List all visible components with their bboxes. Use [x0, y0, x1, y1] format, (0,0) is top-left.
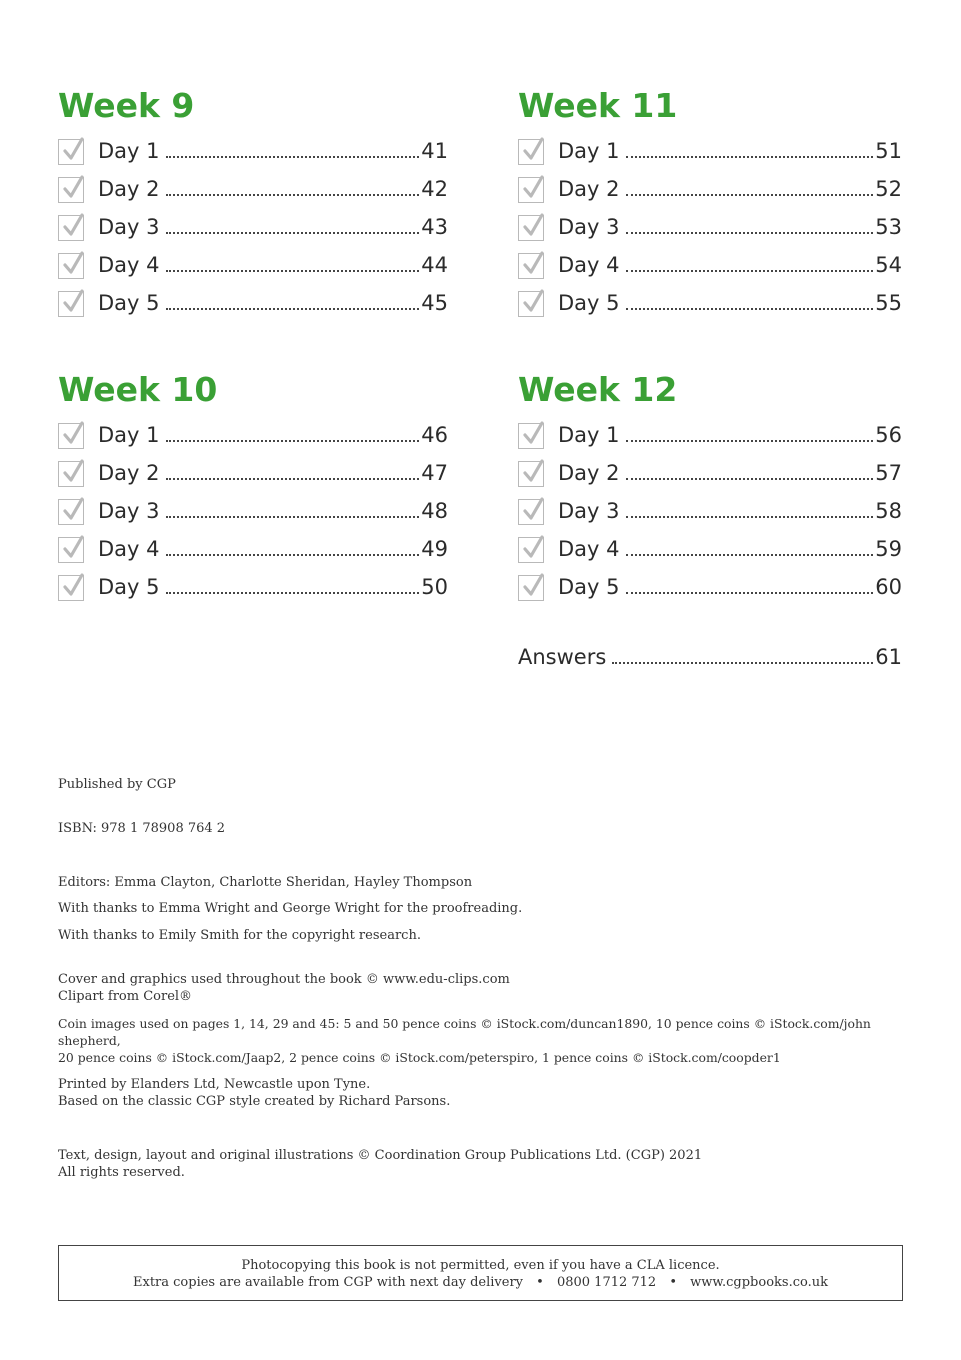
page-number: 60: [875, 575, 902, 599]
website-link[interactable]: www.cgpbooks.co.uk: [690, 1275, 828, 1290]
page-number: 50: [421, 575, 448, 599]
day-label: Day 1: [98, 139, 160, 163]
dot-leader: [166, 308, 420, 310]
checkbox-tick-icon[interactable]: [58, 537, 84, 563]
week-title: Week 10: [58, 370, 218, 409]
dot-leader: [166, 554, 420, 556]
week-title: Week 9: [58, 86, 195, 125]
graphics-credits: Cover and graphics used throughout the book © www.edu-clips.com Clipart from Corel®: [58, 972, 510, 1004]
week-11-section: [518, 86, 902, 322]
dot-leader: [626, 308, 874, 310]
day-label: Day 5: [558, 291, 620, 315]
copyright-research-thanks: With thanks to Emily Smith for the copyright research.: [58, 928, 421, 943]
dot-leader: [626, 554, 874, 556]
day-entry[interactable]: [58, 530, 448, 568]
page-number: 56: [875, 423, 902, 447]
answers-label: Answers: [518, 645, 607, 669]
checkbox-tick-icon[interactable]: [58, 139, 84, 165]
checkbox-tick-icon[interactable]: [518, 423, 544, 449]
week-title: Week 12: [518, 370, 678, 409]
page-number: 55: [875, 291, 902, 315]
dot-leader: [626, 156, 874, 158]
page-number: 59: [875, 537, 902, 561]
day-entry[interactable]: [518, 454, 902, 492]
answers-page-number: 61: [875, 645, 902, 669]
day-entry[interactable]: [58, 568, 448, 606]
checkbox-tick-icon[interactable]: [518, 215, 544, 241]
dot-leader: [166, 156, 420, 158]
dot-leader: [626, 516, 874, 518]
week-12-section: [518, 370, 902, 606]
page-number: 46: [421, 423, 448, 447]
checkbox-tick-icon[interactable]: [58, 461, 84, 487]
checkbox-tick-icon[interactable]: [518, 139, 544, 165]
day-label: Day 2: [558, 461, 620, 485]
proofreading-thanks: With thanks to Emma Wright and George Wright for the proofreading.: [58, 901, 523, 916]
dot-leader: [626, 232, 874, 234]
day-label: Day 4: [98, 253, 160, 277]
dot-leader: [166, 194, 420, 196]
bullet-separator: •: [669, 1275, 678, 1290]
page-number: 42: [421, 177, 448, 201]
notice-line-2: [59, 1274, 902, 1291]
checkbox-tick-icon[interactable]: [518, 461, 544, 487]
checkbox-tick-icon[interactable]: [518, 177, 544, 203]
dot-leader: [166, 440, 420, 442]
day-entry[interactable]: [518, 170, 902, 208]
dot-leader: [626, 194, 874, 196]
day-label: Day 1: [558, 423, 620, 447]
day-entry[interactable]: [518, 492, 902, 530]
checkbox-tick-icon[interactable]: [58, 177, 84, 203]
day-label: Day 5: [558, 575, 620, 599]
extra-copies-text: Extra copies are available from CGP with next day delivery: [133, 1275, 523, 1290]
dot-leader: [166, 516, 420, 518]
day-entry[interactable]: [58, 284, 448, 322]
checkbox-tick-icon[interactable]: [518, 291, 544, 317]
day-entry[interactable]: [518, 416, 902, 454]
page-number: 43: [421, 215, 448, 239]
checkbox-tick-icon[interactable]: [58, 499, 84, 525]
page-number: 58: [875, 499, 902, 523]
checkbox-tick-icon[interactable]: [518, 537, 544, 563]
day-entry[interactable]: [58, 416, 448, 454]
page-number: 57: [875, 461, 902, 485]
day-entry[interactable]: [58, 208, 448, 246]
isbn-line: ISBN: 978 1 78908 764 2: [58, 821, 226, 836]
photocopy-notice-box: [58, 1245, 903, 1301]
checkbox-tick-icon[interactable]: [518, 499, 544, 525]
editors-line: Editors: Emma Clayton, Charlotte Sheridan, Hayley Thompson: [58, 875, 473, 890]
dot-leader: [166, 232, 420, 234]
page-number: 44: [421, 253, 448, 277]
checkbox-tick-icon[interactable]: [58, 253, 84, 279]
page-number: 45: [421, 291, 448, 315]
day-label: Day 4: [98, 537, 160, 561]
day-label: Day 2: [98, 461, 160, 485]
dot-leader: [626, 478, 874, 480]
day-label: Day 1: [558, 139, 620, 163]
day-entry[interactable]: [518, 208, 902, 246]
day-entry[interactable]: [518, 132, 902, 170]
page-number: 52: [875, 177, 902, 201]
day-entry[interactable]: [518, 568, 902, 606]
page-number: 41: [421, 139, 448, 163]
day-entry[interactable]: [58, 246, 448, 284]
checkbox-tick-icon[interactable]: [518, 575, 544, 601]
bullet-separator: •: [536, 1275, 544, 1290]
day-entry[interactable]: [58, 492, 448, 530]
answers-entry[interactable]: [518, 638, 902, 676]
dot-leader: [166, 478, 420, 480]
day-label: Day 5: [98, 575, 160, 599]
checkbox-tick-icon[interactable]: [58, 215, 84, 241]
week-10-section: [58, 370, 448, 606]
dot-leader: [626, 592, 874, 594]
checkbox-tick-icon[interactable]: [58, 423, 84, 449]
week-title: Week 11: [518, 86, 678, 125]
dot-leader: [612, 662, 873, 664]
dot-leader: [166, 592, 420, 594]
day-label: Day 3: [558, 499, 620, 523]
page-number: 47: [421, 461, 448, 485]
day-label: Day 2: [98, 177, 160, 201]
coin-image-credits: Coin images used on pages 1, 14, 29 and 45: 5 and 50 pence coins © iStock.com/duncan1890, 10 pence coins © iStock.com/john shepherd, 20 pence coins © iStock.com/Jaap2, 2 pence coins © iStock.com/peterspiro, 1 pence coins © iStock.com/coopder1: [58, 1016, 871, 1065]
day-label: Day 2: [558, 177, 620, 201]
checkbox-tick-icon[interactable]: [58, 291, 84, 317]
page-number: 51: [875, 139, 902, 163]
checkbox-tick-icon[interactable]: [58, 575, 84, 601]
day-label: Day 4: [558, 537, 620, 561]
day-entry[interactable]: [518, 530, 902, 568]
day-entry[interactable]: [58, 132, 448, 170]
week-9-section: [58, 86, 448, 322]
checkbox-tick-icon[interactable]: [518, 253, 544, 279]
page-number: 49: [421, 537, 448, 561]
dot-leader: [166, 270, 420, 272]
page-number: 53: [875, 215, 902, 239]
day-entry[interactable]: [58, 170, 448, 208]
notice-line-1: Photocopying this book is not permitted, even if you have a CLA licence.: [241, 1258, 720, 1273]
dot-leader: [626, 440, 874, 442]
page-number: 48: [421, 499, 448, 523]
day-entry[interactable]: [518, 246, 902, 284]
day-label: Day 4: [558, 253, 620, 277]
day-entry[interactable]: [518, 284, 902, 322]
day-label: Day 1: [98, 423, 160, 447]
dot-leader: [626, 270, 874, 272]
publisher-line: Published by CGP: [58, 777, 176, 792]
copyright-notice: Text, design, layout and original illustrations © Coordination Group Publications Ltd. (CGP) 2021 All rights reserved.: [58, 1148, 703, 1180]
day-label: Day 3: [98, 215, 160, 239]
day-label: Day 3: [558, 215, 620, 239]
day-entry[interactable]: [58, 454, 448, 492]
page-number: 54: [875, 253, 902, 277]
day-label: Day 5: [98, 291, 160, 315]
phone-number[interactable]: 0800 1712 712: [556, 1275, 657, 1290]
printer-credits: Printed by Elanders Ltd, Newcastle upon Tyne. Based on the classic CGP style created by Richard Parsons.: [58, 1077, 451, 1109]
day-label: Day 3: [98, 499, 160, 523]
